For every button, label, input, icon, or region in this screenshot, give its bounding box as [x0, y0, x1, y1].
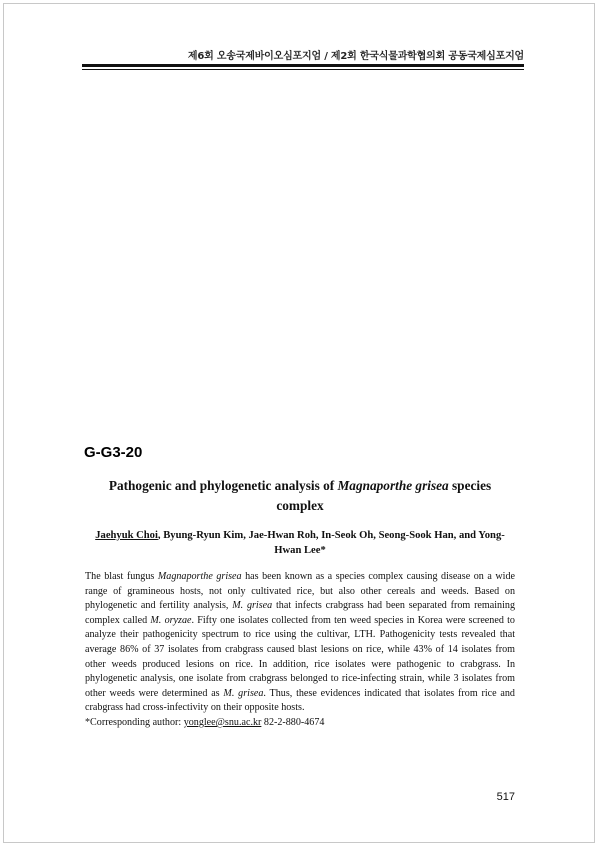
email-link[interactable]: yonglee@snu.ac.kr [183, 717, 262, 728]
abstract-species-3: M. oryzae [150, 614, 192, 626]
abstract-body [85, 570, 515, 716]
paper-title [84, 476, 516, 516]
abstract-text-1: The blast fungus [85, 571, 158, 582]
abstract-code: G-G3-20 [84, 444, 143, 461]
abstract-text-5: . Thus, these evidences indicated that isolates from rice and crabgrass had cross-infectivity on their opposite hosts. [85, 687, 515, 714]
abstract-species-4: M. grisea [223, 687, 264, 699]
header-rule-thick [82, 64, 524, 67]
running-header: 제6회 오송국제바이오심포지엄 / 제2회 한국식물과학협의회 공동국제심포지엄 [187, 51, 524, 62]
abstract-text-3: that infects crabgrass had been separated from remaining complex called [85, 600, 515, 626]
other-authors: , Byung-Ryun Kim, Jae-Hwan Roh, In-Seok Oh, Seong-Sook Han, and Yong-Hwan Lee* [157, 530, 505, 556]
abstract-text-4: . Fifty one isolates collected from ten weed species in Korea were screened to analyze their pathogenicity spectrum to rice using the cultivar, LTH. Pathogenicity tests revealed that average 86% of 37 isolates from crabgrass caused blast lesions on rice, while 43% of 14 isolates from other weeds produced lesions on rice. In addition, rice isolates were pathogenic to crabgrass. In phylogenetic analysis, one isolate from crabgrass belonged to rice-infecting strain, while 3 isolates from other weeds were determined as [85, 614, 515, 699]
abstract-species-2: M. grisea [232, 600, 273, 612]
title-species: Magnaporthe grisea [337, 478, 449, 493]
phone-number: 82-2-880-4674 [261, 717, 325, 728]
abstract-species-1: Magnaporthe grisea [157, 571, 242, 582]
header-rule-thin [82, 69, 524, 70]
abstract-text-2: has been known as a species complex causing disease on a wide range of gramineous hosts, not only cultivated rice, but also other cereals and weeds. Based on phylogenetic and fertility analysis, [85, 571, 515, 612]
corresponding-author [85, 716, 324, 730]
first-author: Jaehyuk Choi [95, 530, 158, 541]
title-part-1: Pathogenic and phylogenetic analysis of [108, 478, 338, 493]
author-list [84, 528, 516, 558]
page-number: 517 [496, 791, 515, 803]
corresponding-label: *Corresponding author: [85, 717, 184, 728]
abstract-paragraph [85, 570, 515, 716]
title-part-2: species complex [276, 478, 492, 513]
